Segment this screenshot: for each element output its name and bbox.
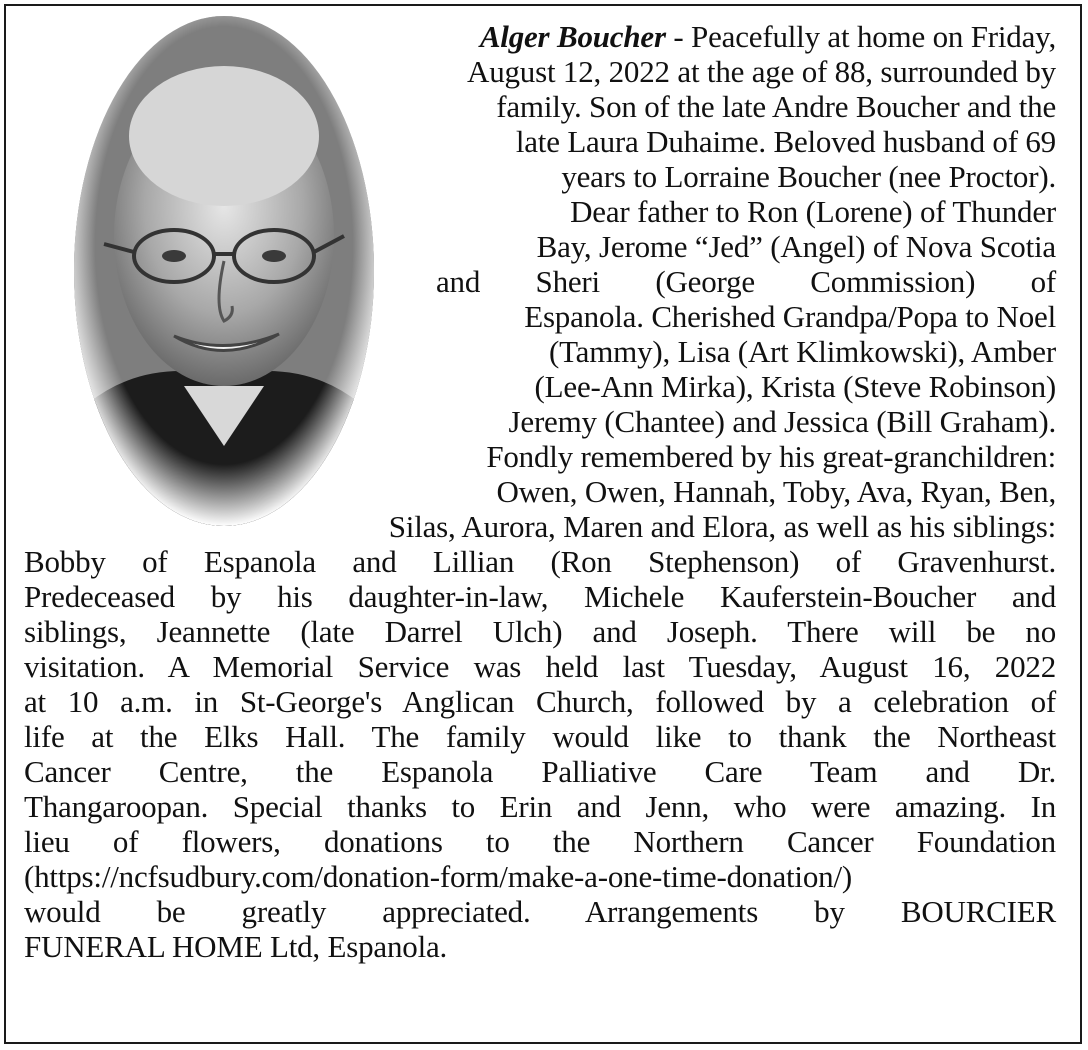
obituary-line: would be greatly appreciated. Arrangements by BOURCIER bbox=[24, 894, 1056, 929]
obituary-line: FUNERAL HOME Ltd, Espanola. bbox=[24, 929, 448, 964]
obituary-line: Bobby of Espanola and Lillian (Ron Stephenson) of Gravenhurst. bbox=[24, 544, 1056, 579]
obituary-line: Dear father to Ron (Lorene) of Thunder bbox=[570, 194, 1056, 229]
obituary-line: Owen, Owen, Hannah, Toby, Ava, Ryan, Ben, bbox=[496, 474, 1056, 509]
obituary-line: (https://ncfsudbury.com/donation-form/make-a-one-time-donation/) bbox=[24, 859, 852, 894]
obituary-line: at 10 a.m. in St-George's Anglican Church, followed by a celebration of bbox=[24, 684, 1056, 719]
obituary-line: and Sheri (George Commission) of bbox=[436, 264, 1056, 299]
obituary-line: Jeremy (Chantee) and Jessica (Bill Graham). bbox=[508, 404, 1056, 439]
obituary-line: August 12, 2022 at the age of 88, surrounded by bbox=[467, 54, 1056, 89]
obituary-line: Bay, Jerome “Jed” (Angel) of Nova Scotia bbox=[536, 229, 1056, 264]
obituary-line: life at the Elks Hall. The family would like to thank the Northeast bbox=[24, 719, 1056, 754]
obituary-line: lieu of flowers, donations to the Northern Cancer Foundation bbox=[24, 824, 1056, 859]
obituary-line: Cancer Centre, the Espanola Palliative Care Team and Dr. bbox=[24, 754, 1056, 789]
obituary-line: Fondly remembered by his great-granchildren: bbox=[486, 439, 1056, 474]
obituary-line-1: Alger Boucher - Peacefully at home on Friday, bbox=[479, 19, 1056, 54]
obituary-line: family. Son of the late Andre Boucher and the bbox=[496, 89, 1056, 124]
obituary-line: Silas, Aurora, Maren and Elora, as well as his siblings: bbox=[388, 509, 1056, 544]
portrait-photo bbox=[74, 16, 374, 526]
obituary-line: (Tammy), Lisa (Art Klimkowski), Amber bbox=[548, 334, 1056, 369]
obituary-frame bbox=[4, 4, 1082, 1044]
obituary-line: years to Lorraine Boucher (nee Proctor). bbox=[561, 159, 1056, 194]
obituary-line: visitation. A Memorial Service was held last Tuesday, August 16, 2022 bbox=[24, 649, 1056, 684]
obituary-line: late Laura Duhaime. Beloved husband of 69 bbox=[515, 124, 1056, 159]
deceased-name: Alger Boucher bbox=[479, 19, 666, 54]
obituary-line: (Lee-Ann Mirka), Krista (Steve Robinson) bbox=[534, 369, 1056, 404]
obituary-line: Espanola. Cherished Grandpa/Popa to Noel bbox=[524, 299, 1056, 334]
obituary-line: Thangaroopan. Special thanks to Erin and Jenn, who were amazing. In bbox=[24, 789, 1056, 824]
obituary-line: Predeceased by his daughter-in-law, Michele Kauferstein-Boucher and bbox=[24, 579, 1056, 614]
portrait-illustration bbox=[74, 16, 374, 526]
obituary-line: siblings, Jeannette (late Darrel Ulch) and Joseph. There will be no bbox=[24, 614, 1056, 649]
